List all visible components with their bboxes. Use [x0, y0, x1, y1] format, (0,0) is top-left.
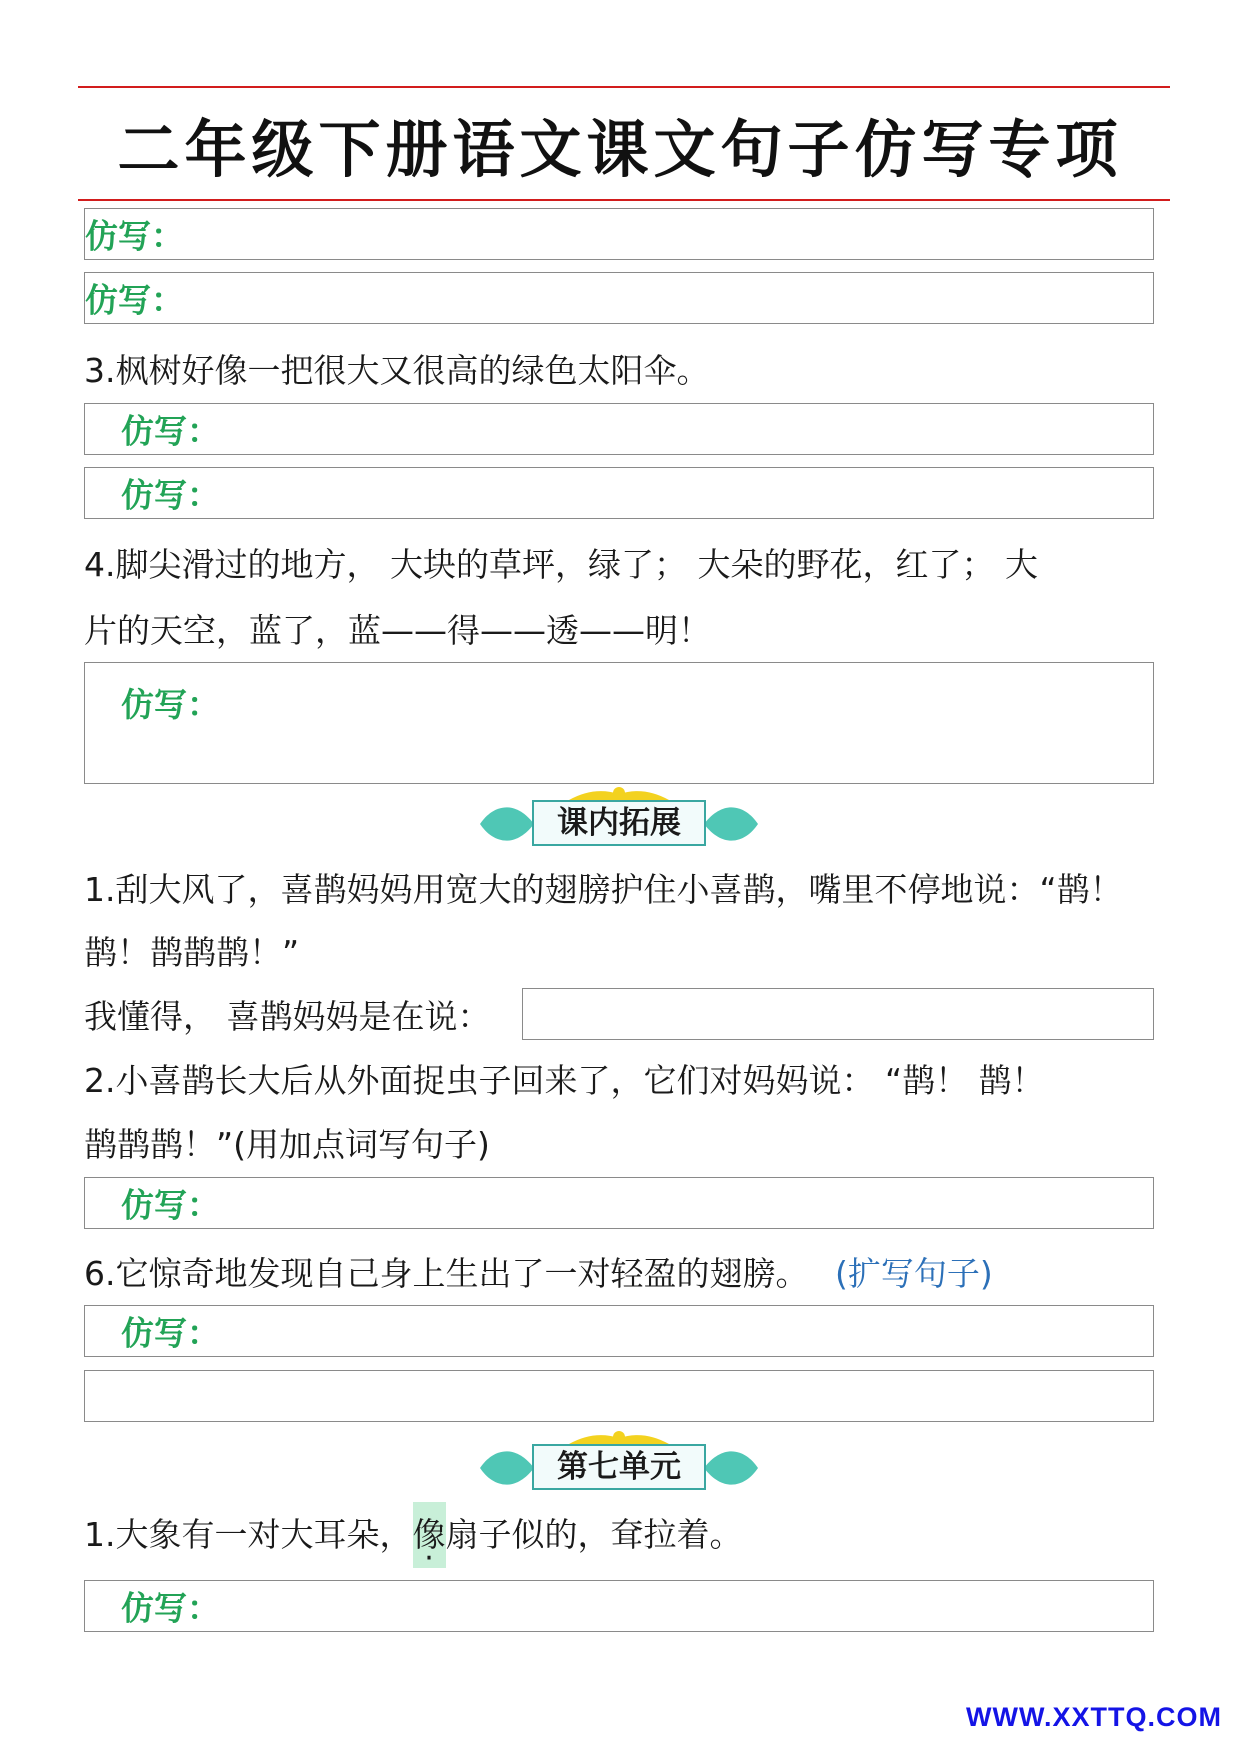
practice-label: 仿写：	[121, 475, 220, 515]
practice-label: 仿写：	[85, 280, 184, 320]
unit7-question-1	[84, 1502, 743, 1568]
practice-box[interactable]	[84, 1580, 1154, 1632]
practice-box[interactable]	[84, 1177, 1154, 1229]
extension-2-line-2: 鹊鹊鹊！”(用加点词写句子)	[84, 1125, 490, 1164]
practice-box[interactable]	[84, 272, 1154, 324]
practice-box[interactable]	[84, 1305, 1154, 1357]
question-4-line-1: 4.脚尖滑过的地方， 大块的草坪，绿了； 大朵的野花，红了； 大	[84, 545, 1038, 584]
unit7-question-1-pre: 1.大象有一对大耳朵，	[84, 1515, 413, 1554]
practice-box-large[interactable]	[84, 662, 1154, 784]
practice-label: 仿写：	[121, 1313, 220, 1353]
practice-label: 仿写：	[121, 1185, 220, 1225]
highlighted-word: 像	[413, 1502, 446, 1568]
extension-1-prompt: 我懂得， 喜鹊妈妈是在说：	[84, 997, 491, 1036]
extension-1-line-2: 鹊！鹊鹊鹊！”	[84, 933, 300, 972]
practice-box[interactable]	[84, 467, 1154, 519]
page-title: 二年级下册语文课文句子仿写专项	[117, 113, 1123, 186]
extension-1-line-1: 1.刮大风了，喜鹊妈妈用宽大的翅膀护住小喜鹊，嘴里不停地说：“鹊！	[84, 870, 1123, 909]
question-4-line-2: 片的天空，蓝了，蓝——得——透——明！	[84, 611, 711, 650]
section-banner-unit7	[474, 1428, 764, 1504]
practice-box[interactable]	[84, 403, 1154, 455]
section-title: 课内拓展	[532, 800, 706, 846]
header-top-rule	[78, 86, 1170, 88]
practice-label: 仿写：	[121, 1588, 220, 1628]
practice-label: 仿写：	[121, 411, 220, 451]
question-3: 3.枫树好像一把很大又很高的绿色太阳伞。	[84, 351, 710, 390]
question-6-note: (扩写句子)	[835, 1254, 993, 1293]
watermark: WWW.XXTTQ.COM	[966, 1702, 1222, 1732]
extension-2-line-1: 2.小喜鹊长大后从外面捉虫子回来了，它们对妈妈说： “鹊！ 鹊！	[84, 1061, 1045, 1100]
practice-label: 仿写：	[85, 216, 184, 256]
header-bottom-rule	[78, 199, 1170, 201]
answer-box[interactable]	[522, 988, 1154, 1040]
practice-box[interactable]	[84, 208, 1154, 260]
practice-label: 仿写：	[121, 685, 220, 724]
question-6	[84, 1241, 993, 1307]
unit7-question-1-post: 扇子似的，耷拉着。	[445, 1515, 743, 1554]
question-6-text: 6.它惊奇地发现自己身上生出了一对轻盈的翅膀。	[84, 1254, 809, 1293]
section-banner-inclass	[474, 784, 764, 860]
section-title: 第七单元	[532, 1444, 706, 1490]
answer-box[interactable]	[84, 1370, 1154, 1422]
